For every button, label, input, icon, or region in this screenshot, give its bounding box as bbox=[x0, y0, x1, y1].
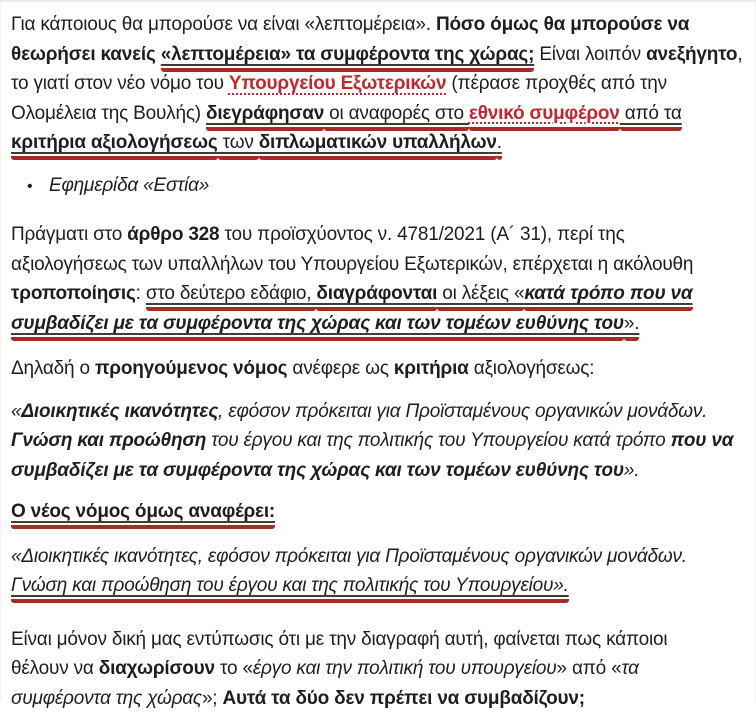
text-line bbox=[11, 99, 745, 129]
text-line bbox=[11, 354, 745, 384]
text-run: » από « bbox=[557, 658, 622, 679]
red-marked-text: Ο νέος νόμος όμως αναφέρει: bbox=[11, 501, 275, 529]
text-line bbox=[11, 426, 745, 456]
text-run: συμφέροντα της χώρας bbox=[11, 688, 202, 709]
text-line bbox=[11, 171, 745, 201]
red-marked-text: Γνώση και προώθηση του έργου και της πολιτικής του Υπουργείου». bbox=[11, 575, 569, 603]
text-line bbox=[11, 10, 745, 40]
red-marked-text: οι λέξεις « bbox=[437, 283, 524, 311]
paragraph bbox=[11, 10, 745, 158]
red-marked-text: οι αναφορές στο bbox=[324, 103, 469, 131]
text-line bbox=[11, 625, 745, 655]
red-marked-text: από τα bbox=[620, 103, 682, 131]
link[interactable]: εθνικό συμφέρον bbox=[469, 103, 620, 131]
text-run: Είναι λοιπόν bbox=[534, 44, 646, 65]
text-run: Δηλαδή ο bbox=[11, 358, 95, 379]
text-run: αξιολογήσεως: bbox=[469, 358, 595, 379]
bullet-list-item bbox=[11, 171, 745, 201]
quote-paragraph bbox=[11, 542, 745, 601]
text-line bbox=[11, 497, 745, 527]
paragraph bbox=[11, 220, 745, 338]
bullet-icon: • bbox=[27, 172, 49, 202]
text-run: έργο και την πολιτική του υπουργείου bbox=[253, 658, 557, 679]
text-line bbox=[11, 279, 745, 309]
text-run: του προϊσχύοντος ν. 4781/2021 (Α´ 31), περί της bbox=[219, 224, 624, 245]
link[interactable]: Υπουργείου Εξωτερικών bbox=[229, 73, 446, 94]
text-line bbox=[11, 654, 745, 684]
text-line bbox=[11, 309, 745, 339]
text-run: Διοικητικές ικανότητες bbox=[21, 401, 218, 422]
text-run: τα bbox=[621, 658, 638, 679]
red-marked-text: διπλωματικών υπαλλήλων bbox=[259, 132, 497, 160]
text-line bbox=[11, 571, 745, 601]
text-run: προηγούμενος νόμος bbox=[95, 358, 287, 379]
red-marked-text: συμβαδίζει με τα συμφέροντα της χώρας και των τομέων ευθύνης του bbox=[11, 313, 624, 341]
text-run: Για κάποιους θα μπορούσε να είναι «λεπτομέρεια». bbox=[11, 14, 436, 35]
text-run: άρθρο 328 bbox=[127, 224, 219, 245]
text-line bbox=[11, 40, 745, 70]
text-run: »; bbox=[202, 688, 223, 709]
paragraph bbox=[11, 354, 745, 384]
text-run: που να bbox=[671, 430, 734, 451]
text-run: Είναι μόνον δική μας εντύπωσις ότι με την διαγραφή αυτή, φαίνεται πως κάποιοι bbox=[11, 629, 667, 650]
text-line bbox=[11, 542, 745, 572]
text-run: τροποποίησις bbox=[11, 283, 136, 304]
text-run: « bbox=[11, 401, 21, 422]
text-run: «Διοικητικές ικανότητες, εφόσον πρόκειται για Προϊσταμένους οργανικών μονάδων. bbox=[11, 546, 687, 567]
red-marked-text: των bbox=[218, 132, 259, 160]
text-run: : bbox=[136, 283, 146, 304]
red-marked-text: κριτήρια αξιολογήσεως bbox=[11, 132, 218, 160]
text-run: , εφόσον πρόκειται για Προϊσταμένους οργανικών μονάδων. bbox=[218, 401, 707, 422]
text-run: συμβαδίζει με τα συμφέροντα της χώρας και των τομέων ευθύνης του bbox=[11, 460, 624, 481]
text-line bbox=[11, 397, 745, 427]
text-run: το « bbox=[215, 658, 253, 679]
text-run: Εφημερίδα «Εστία» bbox=[49, 175, 209, 196]
red-marked-text: διεγράφησαν bbox=[206, 103, 324, 131]
text-line bbox=[11, 456, 745, 486]
text-run: θεωρήσει κανείς bbox=[11, 44, 161, 65]
text-line bbox=[11, 128, 745, 158]
text-run: , bbox=[737, 44, 742, 65]
red-marked-text: στο δεύτερο εδάφιο, bbox=[146, 283, 317, 311]
text-run: Γνώση και προώθηση bbox=[11, 430, 206, 451]
text-run: Πράγματι στο bbox=[11, 224, 127, 245]
text-run: (πέρασε προχθές από την bbox=[446, 73, 667, 94]
text-run: ανεξήγητο bbox=[646, 44, 737, 65]
text-line bbox=[11, 69, 745, 99]
text-run: ανέφερε ως bbox=[287, 358, 393, 379]
red-marked-text: «λεπτομέρεια» τα συμφέροντα της χώρας; bbox=[161, 44, 535, 72]
text-run: Πόσο όμως θα μπορούσε να bbox=[436, 14, 689, 35]
quote-paragraph bbox=[11, 397, 745, 486]
section-heading bbox=[11, 497, 745, 527]
text-line bbox=[11, 250, 745, 280]
text-run: του έργου και της πολιτικής του Υπουργείου κατά τρόπο bbox=[206, 430, 670, 451]
text-run: θέλουν να bbox=[11, 658, 99, 679]
text-run: αξιολογήσεως των υπαλλήλων του Υπουργείου Εξωτερικών, επέρχεται η ακόλουθη bbox=[11, 254, 693, 275]
red-marked-text: διαγράφονται bbox=[316, 283, 437, 311]
text-run: ». bbox=[624, 460, 639, 481]
text-line bbox=[11, 684, 745, 713]
text-run: Ολομέλεια της Βουλής) bbox=[11, 103, 206, 124]
red-marked-text: ». bbox=[624, 313, 639, 341]
text-run: κριτήρια bbox=[394, 358, 469, 379]
red-marked-text: κατά τρόπο που να bbox=[524, 283, 692, 311]
text-line bbox=[11, 220, 745, 250]
red-marked-text: . bbox=[497, 132, 502, 160]
text-run: Αυτά τα δύο δεν πρέπει να συμβαδίζουν; bbox=[222, 688, 584, 709]
text-run: διαχωρίσουν bbox=[99, 658, 215, 679]
text-run: το γιατί στον νέο νόμο του bbox=[11, 73, 229, 94]
